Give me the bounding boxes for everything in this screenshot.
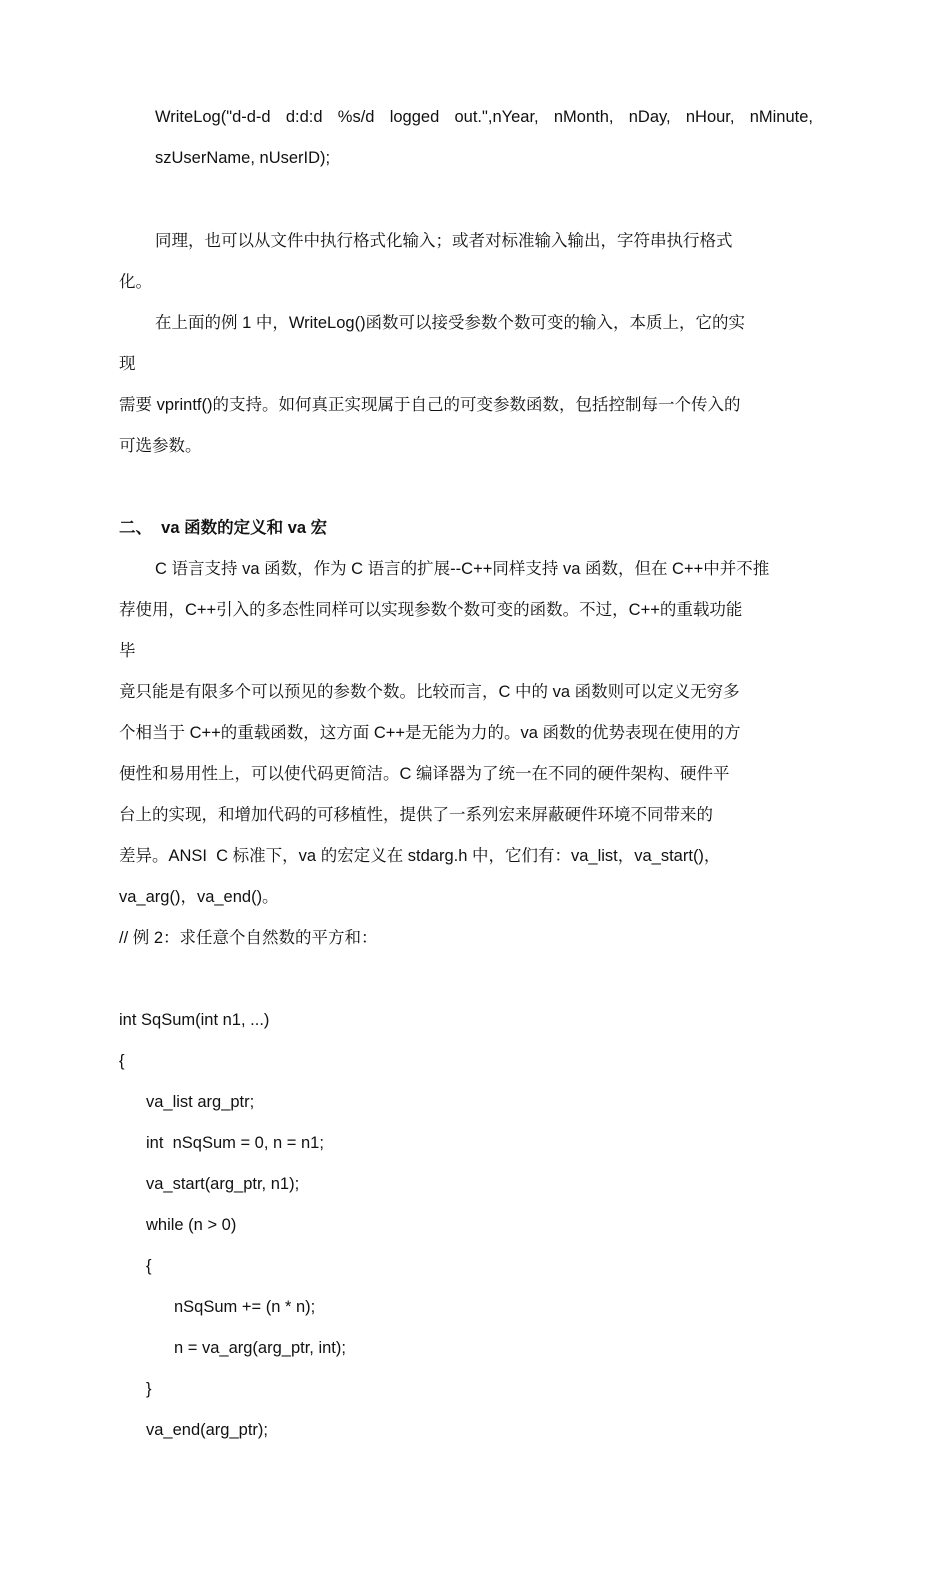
code-comment-line: // 例 2：求任意个自然数的平方和：: [119, 929, 378, 947]
paragraph-line: 同理，也可以从文件中执行格式化输入；或者对标准输入输出，字符串执行格式: [155, 232, 733, 250]
paragraph-line: va_arg()，va_end()。: [119, 888, 279, 906]
paragraph-line: 毕: [119, 642, 136, 660]
code-line: int SqSum(int n1, ...): [119, 1011, 270, 1029]
paragraph-line: 现: [119, 355, 136, 373]
code-line: while (n > 0): [146, 1216, 237, 1234]
paragraph-line: 在上面的例 1 中，WriteLog()函数可以接受参数个数可变的输入，本质上，它的实: [155, 314, 746, 332]
code-line: int nSqSum = 0, n = n1;: [146, 1134, 324, 1152]
code-line: {: [146, 1257, 152, 1275]
paragraph-line: 个相当于 C++的重载函数，这方面 C++是无能为力的。va 函数的优势表现在使用的方: [119, 724, 741, 742]
paragraph-line: 差异。ANSI C 标准下，va 的宏定义在 stdarg.h 中，它们有：va_list，va_start()，: [119, 847, 721, 865]
paragraph-line: 可选参数。: [119, 437, 202, 455]
section-heading: 二、 va 函数的定义和 va 宏: [119, 519, 328, 537]
code-line-writelog-continued: szUserName, nUserID);: [155, 149, 331, 167]
paragraph-line: 荐使用，C++引入的多态性同样可以实现参数个数可变的函数。不过，C++的重载功能: [119, 601, 743, 619]
code-line: }: [146, 1380, 152, 1398]
code-line: {: [119, 1052, 125, 1070]
code-line: va_list arg_ptr;: [146, 1093, 255, 1111]
code-line-writelog: WriteLog("d-d-d d:d:d %s/d logged out.",nYear, nMonth, nDay, nHour, nMinute,: [155, 108, 813, 126]
code-line: nSqSum += (n * n);: [174, 1298, 316, 1316]
paragraph-line: 化。: [119, 273, 152, 291]
code-line: va_start(arg_ptr, n1);: [146, 1175, 300, 1193]
code-line: va_end(arg_ptr);: [146, 1421, 268, 1439]
paragraph-line: 需要 vprintf()的支持。如何真正实现属于自己的可变参数函数，包括控制每一个传入的: [119, 396, 741, 414]
paragraph-line: C 语言支持 va 函数，作为 C 语言的扩展--C++同样支持 va 函数，但在 C++中并不推: [155, 560, 770, 578]
code-line: n = va_arg(arg_ptr, int);: [174, 1339, 346, 1357]
paragraph-line: 台上的实现，和增加代码的可移植性，提供了一系列宏来屏蔽硬件环境不同带来的: [119, 806, 713, 824]
paragraph-line: 竟只能是有限多个可以预见的参数个数。比较而言，C 中的 va 函数则可以定义无穷多: [119, 683, 740, 701]
paragraph-line: 便性和易用性上，可以使代码更简洁。C 编译器为了统一在不同的硬件架构、硬件平: [119, 765, 730, 783]
